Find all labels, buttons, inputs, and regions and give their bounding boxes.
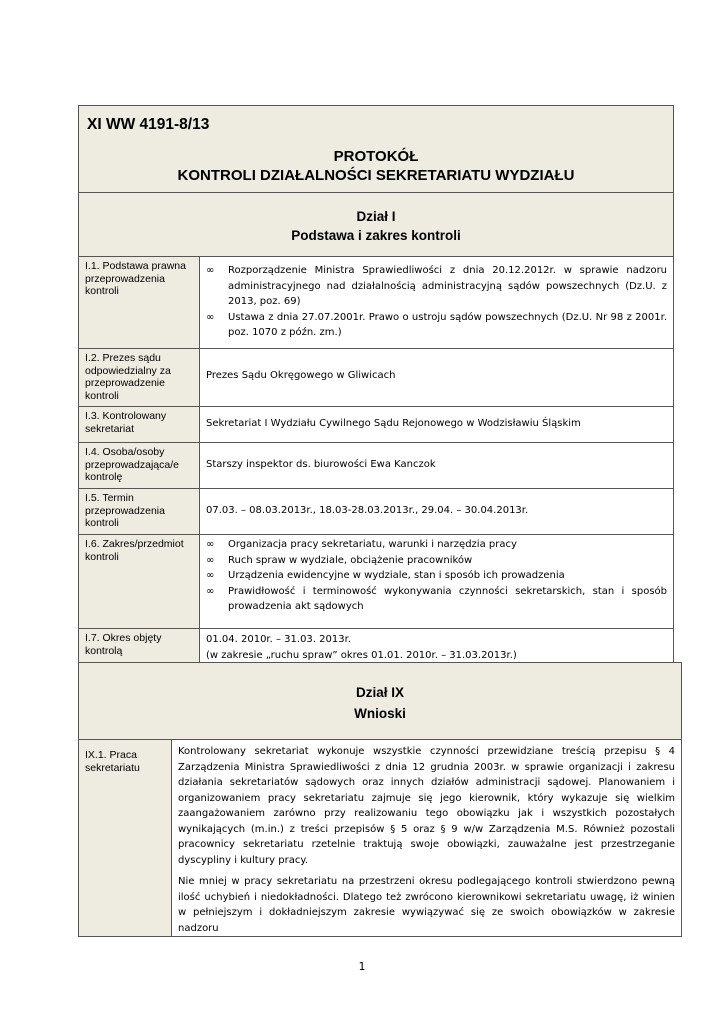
- infinity-bullet-icon: ∞: [206, 311, 215, 323]
- case-number: XI WW 4191-8/13: [87, 116, 210, 133]
- row-value-secretariat: Sekretariat I Wydziału Cywilnego Sądu Rejonowego w Wodzisławiu Śląskim: [200, 407, 674, 443]
- protocol-title: PROTOKÓŁ: [333, 148, 419, 165]
- infinity-bullet-icon: ∞: [206, 570, 215, 581]
- list-item: ∞ Organizacja pracy sekretariatu, warunki i narzędzia pracy: [206, 537, 667, 553]
- infinity-bullet-icon: ∞: [206, 585, 215, 597]
- row-label-legal-basis: I.1. Podstawa prawna przeprowadzenia kontroli: [79, 257, 200, 349]
- section9-subheading: Wnioski: [354, 706, 406, 721]
- row-label-secretariat: I.3. Kontrolowany sekretariat: [79, 407, 200, 443]
- row-label-inspector: I.4. Osoba/osoby przeprowadzająca/e kontrolę: [79, 443, 200, 489]
- list-item: ∞ Ruch spraw w wydziale, obciążenie pracowników: [206, 553, 667, 569]
- section9-heading: Dział IX: [356, 685, 405, 700]
- row-value-inspector: Starszy inspektor ds. biurowości Ewa Kanczok: [200, 443, 674, 489]
- conclusion-paragraph-1: Kontrolowany sekretariat wykonuje wszystkie czynności przewidziane treścią przepisu § 4 Zarządzenia Ministra Sprawiedliwości z dnia 12 grudnia 2003r. w sprawie organizacji i zakresu działania sekretariatów sądowych oraz innych działów administracji sądowej. Planowaniem i organizowaniem pracy sekretariatu zajmuje się jego kierownik, który wykazuje się wielkim zaangażowaniem zarówno przy realizowaniu tego obowiązku jak i wszystkich pozostałych wynikających (m.in.) z treści przepisów § 5 oraz § 9 w/w Zarządzenia M.S. Również pozostali pracownicy sekretariatu rzetelnie traktują swoje obowiązki, zauważalne jest przestrzeganie dyscypliny i kultury pracy.: [178, 746, 676, 866]
- page-number: 1: [358, 960, 366, 973]
- infinity-bullet-icon: ∞: [206, 554, 215, 566]
- row-label-period: I.7. Okres objęty kontrolą: [79, 629, 200, 671]
- section1-header-cell: [79, 193, 674, 257]
- conclusions-table: [78, 662, 682, 937]
- row-label-scope: I.6. Zakres/przedmiot kontroli: [79, 535, 200, 629]
- row-value-secretariat-work: [172, 740, 682, 937]
- protocol-header-cell: [79, 106, 674, 193]
- infinity-bullet-icon: ∞: [206, 539, 215, 550]
- section9-header-cell: [79, 663, 682, 740]
- row-value-court-president: Prezes Sądu Okręgowego w Gliwicach: [200, 349, 674, 407]
- list-item: ∞ Rozporządzenie Ministra Sprawiedliwości z dnia 20.12.2012r. w sprawie nadzoru administracyjnego nad działalnością administracyjną sądów powszechnych (Dz.U. z 2013, poz. 69): [206, 265, 668, 307]
- row-label-term: I.5. Termin przeprowadzenia kontroli: [79, 489, 200, 535]
- list-item: ∞ Prawidłowość i terminowość wykonywania czynności sekretarskich, stan i sposób prowadzenia akt sądowych: [206, 585, 668, 612]
- infinity-bullet-icon: ∞: [206, 265, 215, 276]
- list-item: ∞ Ustawa z dnia 27.07.2001r. Prawo o ustroju sądów powszechnych (Dz.U. Nr 98 z 2001r. poz. 1070 z późn. zm.): [206, 311, 668, 338]
- row-value-legal-basis: [200, 257, 674, 349]
- section1-heading: Dział I: [356, 209, 396, 224]
- section1-subheading: Podstawa i zakres kontroli: [291, 228, 461, 243]
- row-value-term: 07.03. – 08.03.2013r., 18.03-28.03.2013r., 29.04. – 30.04.2013r.: [200, 489, 674, 535]
- conclusion-paragraph-2: Nie mniej w pracy sekretariatu na przestrzeni okresu podlegającego kontroli stwierdzono pewną ilość uchybień i niedokładności. Dlatego też zwrócono kierownikowi sekretariatu uwagę, iż winien w pełniejszym i dokładniejszym zakresie wywiązywać się ze swoich obowiązków w zakresie nadzoru: [178, 876, 676, 934]
- row-value-period: 01.04. 2010r. – 31.03. 2013r. (w zakresie „ruchu spraw” okres 01.01. 2010r. – 31.03.2013r.): [200, 629, 674, 671]
- protocol-subtitle: KONTROLI DZIAŁALNOŚCI SEKRETARIATU WYDZIAŁU: [177, 167, 575, 184]
- row-label-court-president: I.2. Prezes sądu odpowiedzialny za przeprowadzenie kontroli: [79, 349, 200, 407]
- row-value-scope: [200, 535, 674, 629]
- list-item: ∞ Urządzenia ewidencyjne w wydziale, stan i sposób ich prowadzenia: [206, 568, 667, 584]
- inspection-protocol-table: [78, 105, 674, 671]
- row-label-secretariat-work: IX.1. Praca sekretariatu: [79, 740, 172, 937]
